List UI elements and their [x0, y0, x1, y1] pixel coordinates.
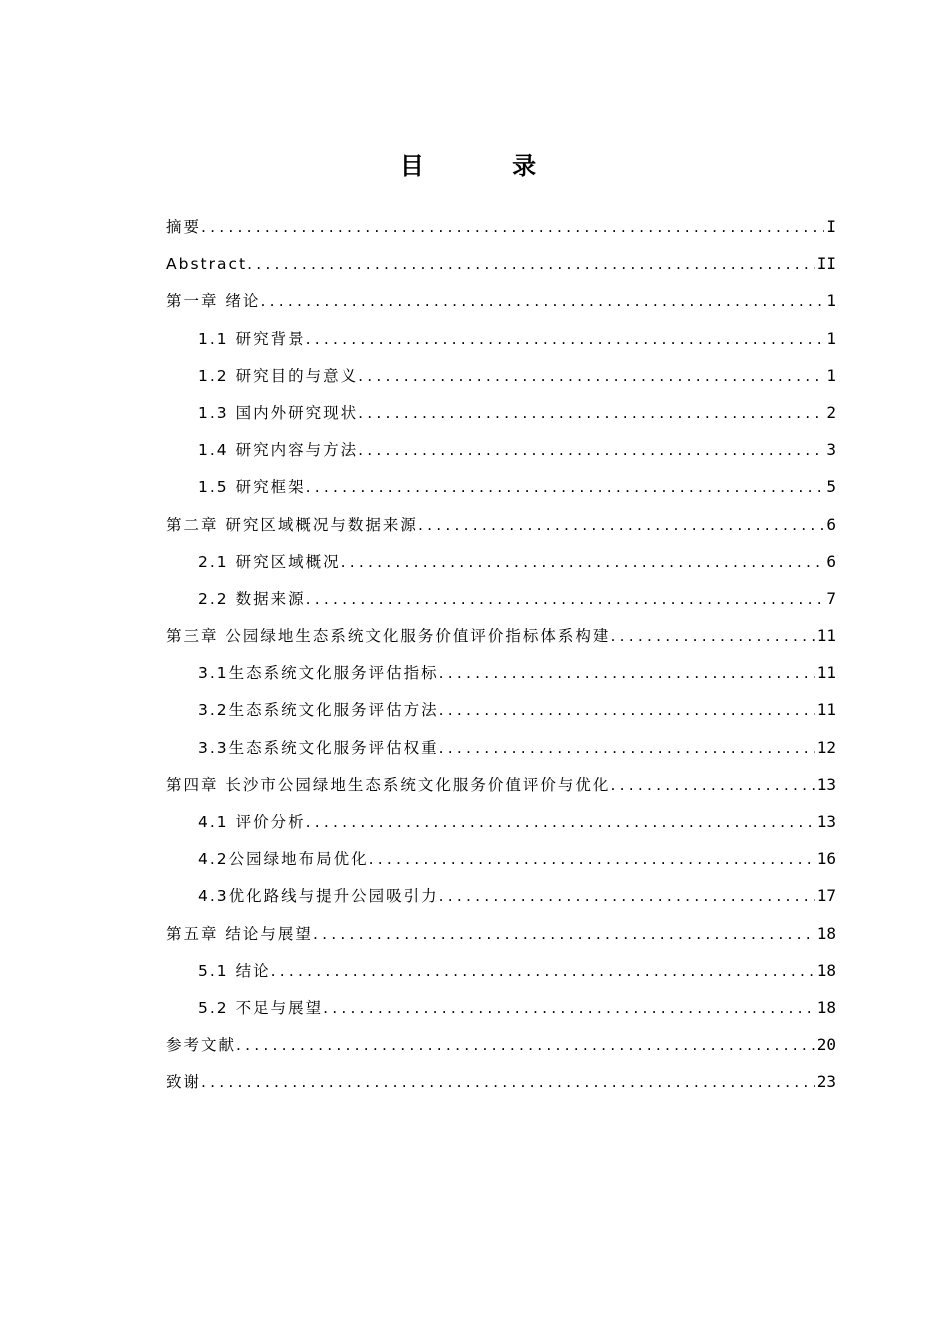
toc-entry-abstract-cn[interactable]: [166, 208, 836, 245]
toc-leader-dots: [439, 655, 815, 692]
toc-leader-dots: [439, 692, 815, 729]
toc-entry-page: I: [826, 217, 836, 236]
toc-entry-section-5-1[interactable]: [166, 952, 836, 989]
toc-leader-dots: [439, 730, 815, 767]
toc-entry-label: 第三章 公园绿地生态系统文化服务价值评价指标体系构建: [166, 627, 611, 646]
toc-entry-label: 第四章 长沙市公园绿地生态系统文化服务价值评价与优化: [166, 775, 611, 794]
toc-entry-page: 11: [816, 700, 836, 720]
toc-leader-dots: [271, 953, 815, 990]
toc-entry-section-5-2[interactable]: [166, 989, 836, 1026]
table-of-contents: [166, 208, 836, 1101]
toc-entry-chapter-4[interactable]: [166, 766, 836, 803]
toc-leader-dots: [369, 841, 815, 878]
toc-entry-page: 12: [816, 737, 836, 757]
toc-entry-label: 2.2 数据来源: [198, 589, 306, 608]
toc-entry-page: 11: [816, 626, 836, 646]
toc-entry-section-1-2[interactable]: [166, 357, 836, 394]
page-title: 目 录: [399, 152, 577, 180]
toc-entry-label: 4.1 评价分析: [198, 813, 306, 831]
toc-entry-label: 第五章 结论与展望: [166, 924, 313, 943]
toc-entry-page: II: [816, 254, 836, 274]
toc-entry-page: 23: [816, 1072, 836, 1092]
toc-entry-page: 20: [816, 1035, 836, 1055]
toc-entry-label: 摘要: [166, 218, 202, 236]
toc-entry-page: 3: [826, 440, 836, 460]
toc-entry-page: 16: [816, 849, 836, 869]
toc-entry-page: 1: [826, 365, 836, 385]
toc-entry-label: 2.1 研究区域概况: [198, 552, 341, 571]
toc-entry-page: 11: [816, 663, 836, 683]
toc-entry-section-3-3[interactable]: [166, 729, 836, 766]
toc-entry-page: 18: [816, 960, 836, 980]
toc-leader-dots: [306, 469, 825, 506]
toc-leader-dots: [306, 321, 825, 358]
toc-entry-chapter-5[interactable]: [166, 915, 836, 952]
toc-entry-label: 4.2公园绿地布局优化: [198, 850, 369, 869]
toc-entry-label: 1.5 研究框架: [198, 478, 306, 497]
toc-entry-page: 13: [816, 812, 836, 831]
toc-entry-page: 17: [816, 886, 836, 906]
toc-entry-section-1-3[interactable]: [166, 394, 836, 431]
toc-entry-page: 18: [816, 923, 836, 943]
toc-entry-acknowledgements[interactable]: [166, 1063, 836, 1100]
toc-entry-chapter-1[interactable]: [166, 282, 836, 319]
toc-entry-label: 1.4 研究内容与方法: [198, 441, 359, 460]
toc-leader-dots: [306, 804, 815, 841]
toc-entry-page: 6: [826, 551, 836, 571]
toc-entry-page: 1: [826, 328, 836, 348]
toc-entry-label: 3.3生态系统文化服务评估权重: [198, 738, 439, 757]
toc-leader-dots: [236, 1027, 815, 1064]
toc-entry-label: 1.1 研究背景: [198, 329, 306, 348]
toc-leader-dots: [439, 878, 815, 915]
toc-entry-page: 2: [826, 402, 836, 422]
toc-entry-label: 1.2 研究目的与意义: [198, 366, 359, 385]
toc-entry-page: 7: [826, 588, 836, 608]
toc-leader-dots: [418, 507, 824, 544]
toc-entry-label: 1.3 国内外研究现状: [198, 403, 359, 422]
toc-leader-dots: [341, 544, 825, 581]
toc-entry-section-2-1[interactable]: [166, 543, 836, 580]
toc-entry-section-1-5[interactable]: [166, 468, 836, 505]
toc-entry-section-3-1[interactable]: [166, 654, 836, 691]
toc-entry-section-3-2[interactable]: [166, 691, 836, 728]
toc-entry-section-1-1[interactable]: [166, 320, 836, 357]
toc-entry-label: 第一章 绪论: [166, 292, 261, 311]
toc-entry-references[interactable]: [166, 1026, 836, 1063]
toc-entry-abstract-en[interactable]: [166, 245, 836, 282]
toc-entry-chapter-3[interactable]: [166, 617, 836, 654]
toc-leader-dots: [201, 209, 824, 246]
toc-entry-label: 5.2 不足与展望: [198, 998, 324, 1017]
toc-entry-label: Abstract: [166, 255, 248, 274]
toc-entry-label: 3.2生态系统文化服务评估方法: [198, 701, 439, 720]
toc-entry-label: 参考文献: [166, 1036, 237, 1055]
toc-entry-label: 5.1 结论: [198, 961, 271, 980]
toc-leader-dots: [610, 618, 814, 655]
toc-entry-label: 3.1生态系统文化服务评估指标: [198, 664, 439, 683]
toc-entry-section-4-3[interactable]: [166, 877, 836, 914]
toc-entry-section-4-2[interactable]: [166, 840, 836, 877]
toc-entry-page: 5: [826, 477, 836, 497]
toc-leader-dots: [313, 916, 815, 953]
toc-leader-dots: [358, 395, 824, 432]
toc-entry-page: 1: [826, 291, 836, 311]
toc-entry-section-1-4[interactable]: [166, 431, 836, 468]
toc-entry-section-4-1[interactable]: [166, 803, 836, 840]
toc-entry-label: 第二章 研究区域概况与数据来源: [166, 515, 418, 534]
toc-leader-dots: [260, 283, 824, 320]
toc-leader-dots: [247, 246, 815, 283]
toc-leader-dots: [201, 1064, 815, 1101]
toc-entry-label: 4.3优化路线与提升公园吸引力: [198, 887, 439, 906]
toc-leader-dots: [358, 358, 824, 395]
toc-entry-label: 致谢: [166, 1073, 202, 1092]
toc-entry-page: 13: [816, 774, 836, 794]
toc-entry-page: 6: [826, 514, 836, 534]
toc-leader-dots: [323, 990, 815, 1027]
toc-entry-page: 18: [816, 997, 836, 1017]
toc-leader-dots: [610, 767, 814, 804]
toc-leader-dots: [358, 432, 824, 469]
toc-entry-chapter-2[interactable]: [166, 506, 836, 543]
toc-entry-section-2-2[interactable]: [166, 580, 836, 617]
toc-leader-dots: [306, 581, 825, 618]
